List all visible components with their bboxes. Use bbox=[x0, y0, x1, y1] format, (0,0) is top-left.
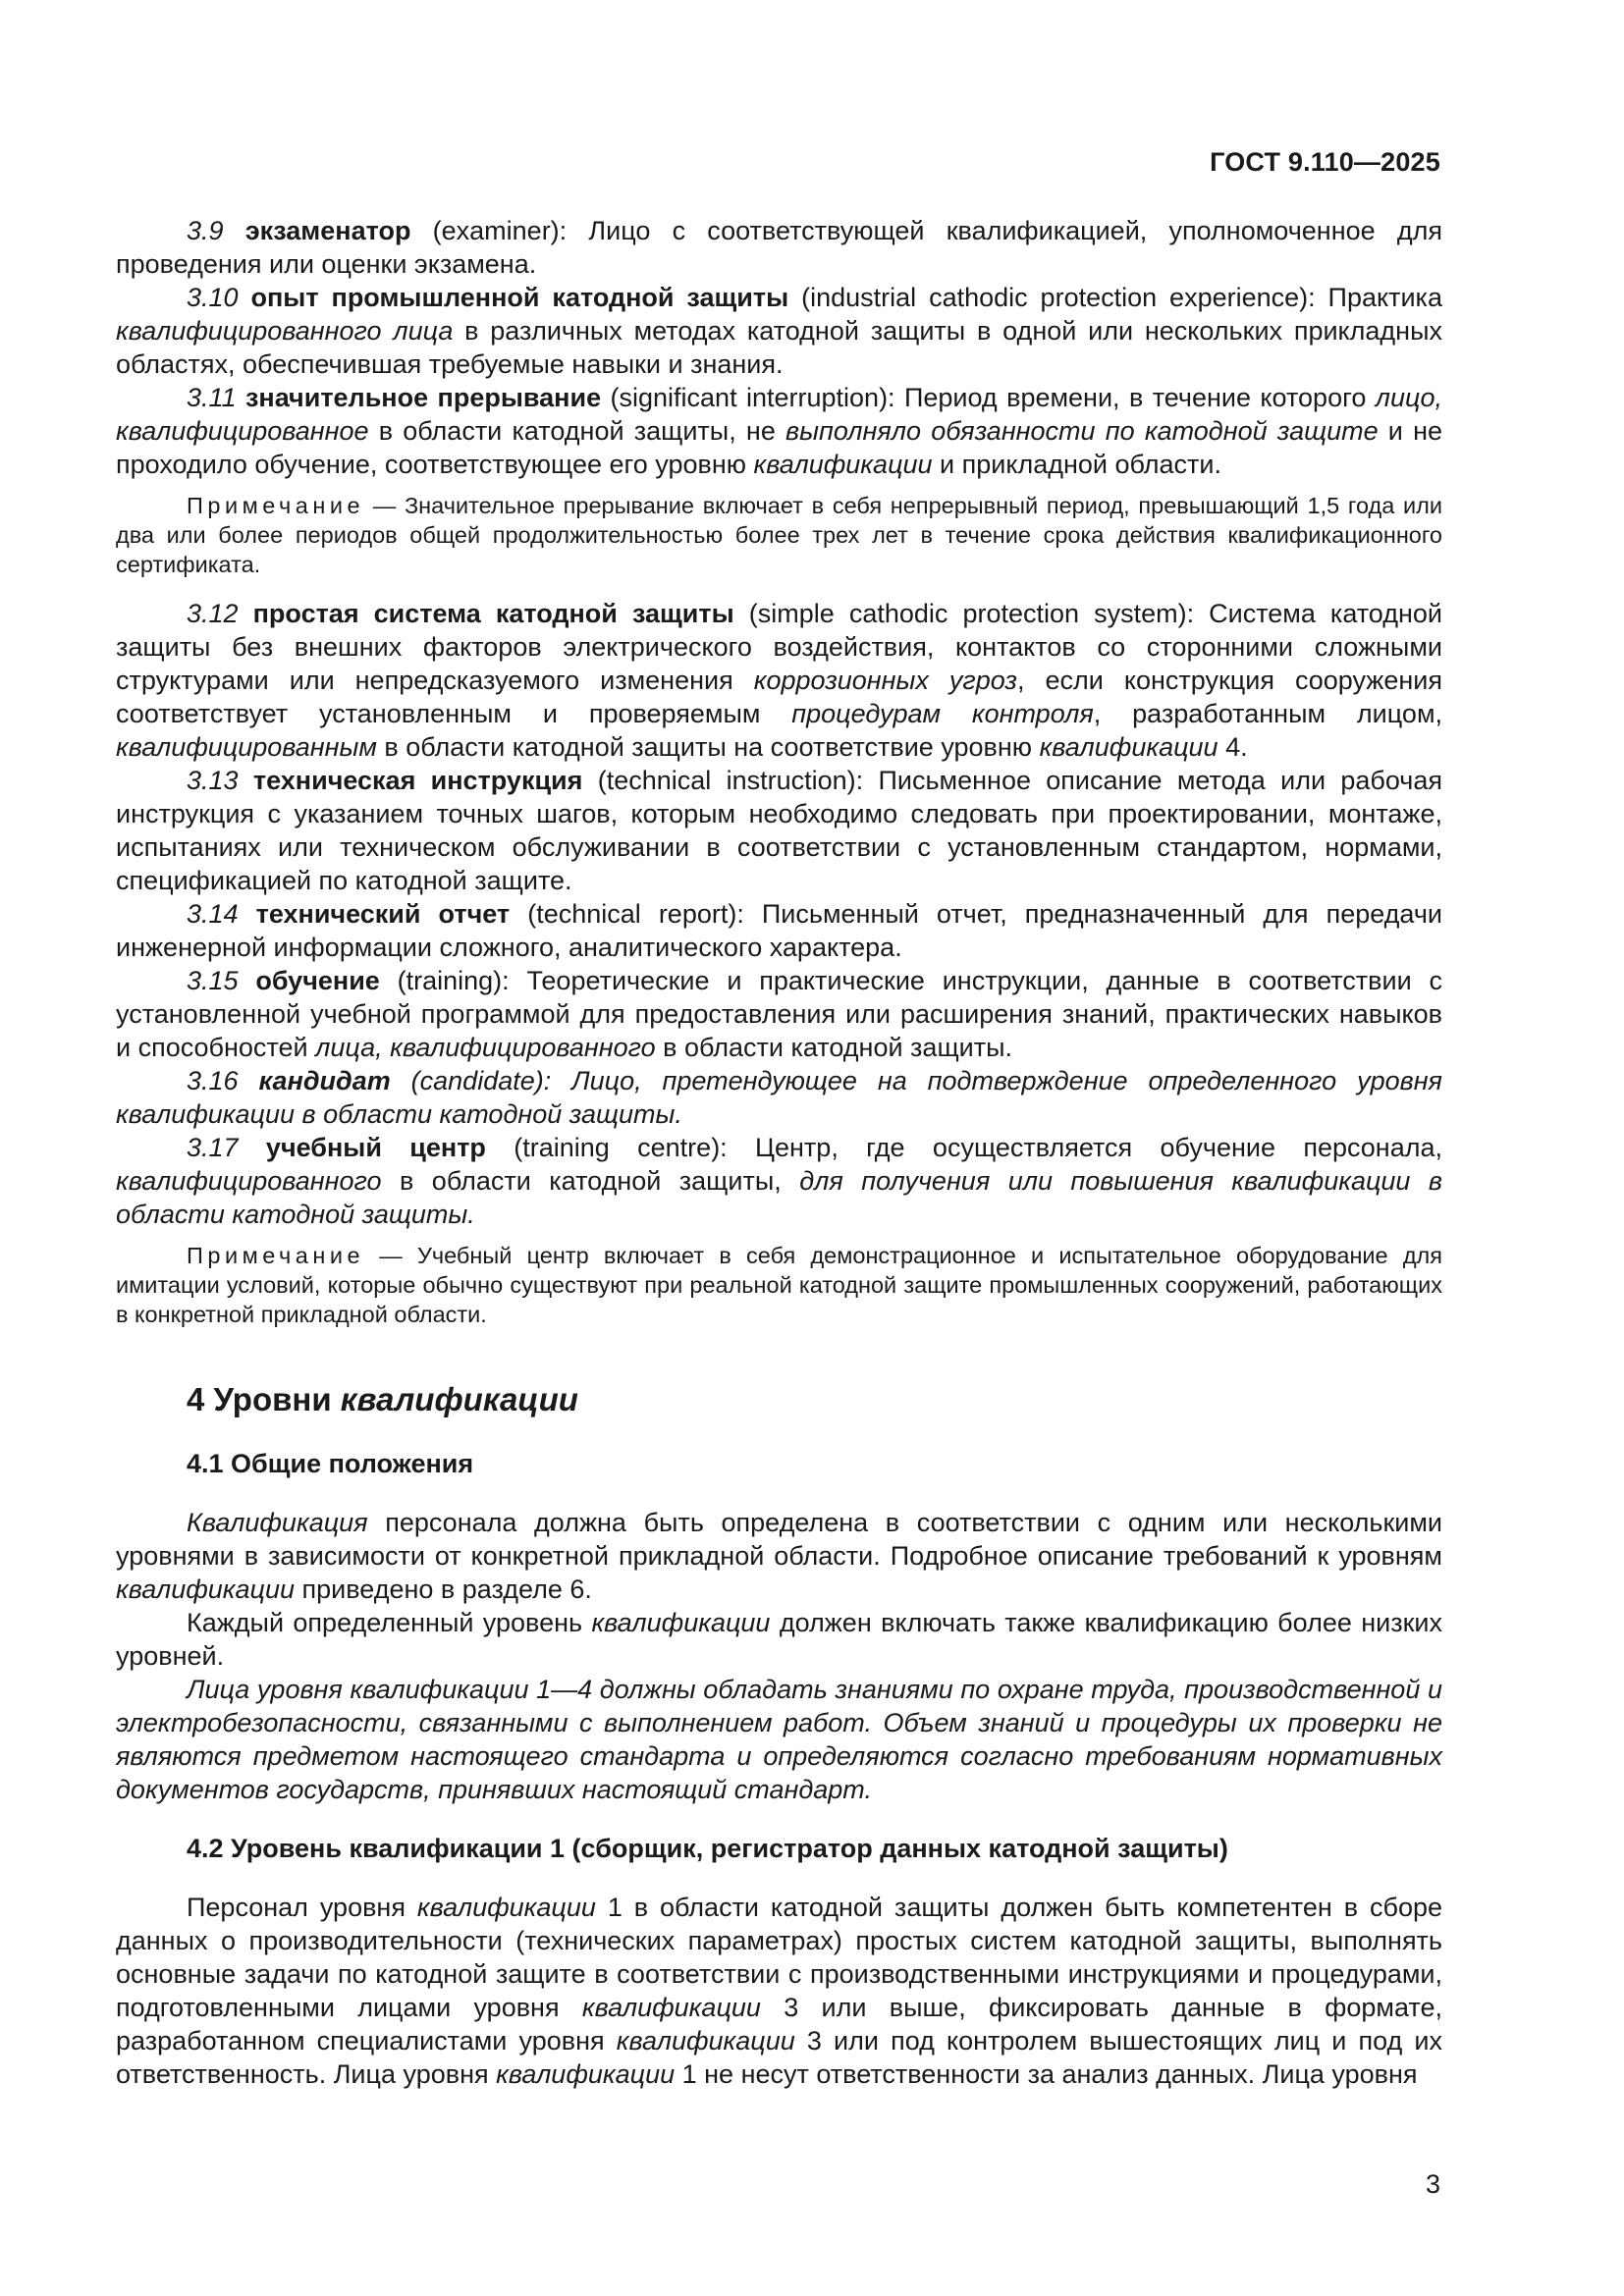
term-entry bbox=[116, 1131, 1442, 1231]
text-segment: (simple cathodic protection system): Система катодной защиты без внешних факторов электрического воздействия, контактов со сторонними сложными структурами или непредсказуемого изменения bbox=[116, 599, 1442, 695]
note-label: Примечание bbox=[187, 493, 365, 518]
term-name: технический отчет bbox=[255, 899, 511, 929]
subsection-4-2-body bbox=[116, 1891, 1442, 2091]
text-segment: в различных методах катодной защиты в одной или нескольких прикладных областях, обеспечившая требуемые навыки и знания. bbox=[116, 316, 1442, 379]
text-segment: Лица уровня квалификации 1—4 должны обладать знаниями по охране труда, производственной и электробезопасности, связанными с выполнением работ. Объем знаний и процедуры их проверки не являются предметом настоящего стандарта и определяются согласно требованиям нормативных документов государств, принявших настоящий стандарт. bbox=[116, 1675, 1442, 1804]
text-segment: 3 или выше, фиксировать данные в формате, разработанном специалистами уровня bbox=[116, 1993, 1442, 2056]
term-number: 3.16 bbox=[187, 1066, 239, 1095]
document-code-header: ГОСТ 9.110—2025 bbox=[1210, 147, 1440, 177]
term-number: 3.9 bbox=[187, 216, 224, 245]
text-segment: процедурам контроля bbox=[791, 699, 1094, 728]
term-entry bbox=[116, 214, 1442, 281]
term-name: значительное прерывание bbox=[244, 383, 602, 412]
term-name: техническая инструкция bbox=[252, 766, 583, 795]
text-segment: выполняло обязанности по катодной защите bbox=[785, 416, 1379, 446]
text-segment: квалификации bbox=[116, 1575, 296, 1604]
terms-list bbox=[116, 214, 1442, 1329]
text-segment: квалификации bbox=[416, 1893, 596, 1922]
subsection-4-1-body bbox=[116, 1506, 1442, 1806]
text-segment: (training centre): Центр, где осуществляется обучение персонала, bbox=[485, 1133, 1442, 1162]
term-number: 3.12 bbox=[187, 599, 239, 628]
term-number: 3.15 bbox=[187, 966, 239, 995]
term-entry bbox=[116, 897, 1442, 964]
term-note bbox=[116, 1241, 1442, 1329]
term-entry bbox=[116, 964, 1442, 1064]
subsection-4-1-heading: 4.1 Общие положения bbox=[187, 1449, 474, 1478]
section-4-heading bbox=[187, 1380, 1442, 1419]
text-segment: квалификации bbox=[753, 450, 933, 479]
text-segment: квалификации bbox=[581, 1993, 761, 2022]
text-segment: коррозионных угроз bbox=[753, 666, 1017, 695]
text-segment: (examiner): Лицо с соответствующей квалификацией, уполномоченное для проведения или оценки экзамена. bbox=[116, 216, 1442, 279]
note-text: — Учебный центр включает в себя демонстрационное и испытательное оборудование для имитации условий, которые обычно существуют при реальной катодной защите промышленных сооружений, работающих в конкретной прикладной области. bbox=[116, 1243, 1442, 1327]
text-segment: 1 не несут ответственности за анализ данных. Лица уровня bbox=[675, 2059, 1418, 2089]
text-segment: квалифицированным bbox=[116, 732, 377, 762]
term-number: 3.14 bbox=[187, 899, 239, 929]
note-label: Примечание bbox=[187, 1243, 365, 1268]
text-segment: Квалификация bbox=[187, 1508, 368, 1537]
text-segment: Персонал уровня bbox=[187, 1893, 417, 1922]
text-segment: для получения или повышения квалификации в области катодной защиты. bbox=[116, 1166, 1442, 1229]
text-segment: 4. bbox=[1218, 732, 1248, 762]
term-number: 3.13 bbox=[187, 766, 239, 795]
text-segment: в области катодной защиты. bbox=[655, 1033, 1013, 1062]
text-segment: лицо, квалифицированное bbox=[116, 383, 1442, 446]
term-entry bbox=[116, 764, 1442, 897]
text-segment: квалифицированного bbox=[116, 1166, 382, 1196]
page-content bbox=[116, 214, 1442, 2091]
text-segment: квалификации bbox=[616, 2026, 795, 2056]
text-segment: должен включать также квалификацию более низких уровней. bbox=[116, 1608, 1442, 1671]
text-segment: и прикладной области. bbox=[932, 450, 1221, 479]
text-segment: 3 или под контролем вышестоящих лиц и под их ответственность. Лица уровня bbox=[116, 2026, 1442, 2089]
text-segment: (industrial cathodic protection experience): Практика bbox=[788, 283, 1442, 312]
term-number: 3.10 bbox=[187, 283, 239, 312]
note-text: — Значительное прерывание включает в себя непрерывный период, превышающий 1,5 года или два или более периодов общей продолжительностью более трех лет в течение срока действия квалификационного сертификата. bbox=[116, 493, 1442, 577]
text-segment: квалификации bbox=[1039, 732, 1218, 762]
text-segment: (technical report): Письменный отчет, предназначенный для передачи инженерной информации сложного, аналитического характера. bbox=[116, 899, 1442, 962]
text-segment: персонала должна быть определена в соответствии с одним или несколькими уровнями в зависимости от конкретной прикладной области. Подробное описание требований к уровням bbox=[116, 1508, 1442, 1571]
text-segment: (candidate): Лицо, претендующее на подтверждение определенного уровня квалификации в области катодной защиты. bbox=[116, 1066, 1442, 1129]
paragraph bbox=[116, 1891, 1442, 2091]
term-name: экзаменатор bbox=[244, 216, 411, 245]
term-name: учебный центр bbox=[265, 1133, 486, 1162]
text-segment: Каждый определенный уровень bbox=[187, 1608, 592, 1637]
paragraph bbox=[116, 1606, 1442, 1673]
term-entry bbox=[116, 281, 1442, 381]
text-segment: , если конструкция сооружения соответствует установленным и проверяемым bbox=[116, 666, 1442, 728]
term-entry bbox=[116, 1064, 1442, 1131]
text-segment: лица, квалифицированного bbox=[315, 1033, 656, 1062]
text-segment: (significant interruption): Период времени, в течение которого bbox=[601, 383, 1376, 412]
text-segment: 1 в области катодной защиты должен быть компетентен в сборе данных о производительности (технических параметрах) простых систем катодной защиты, выполнять основные задачи по катодной защите в соответствии с производственными инструкциями и процедурами, подготовленными лицами уровня bbox=[116, 1893, 1442, 2022]
term-name: обучение bbox=[255, 966, 380, 995]
text-segment: приведено в разделе 6. bbox=[295, 1575, 592, 1604]
term-name: кандидат bbox=[258, 1066, 391, 1095]
term-note bbox=[116, 491, 1442, 579]
term-number: 3.11 bbox=[187, 383, 237, 412]
paragraph bbox=[116, 1506, 1442, 1606]
term-number: 3.17 bbox=[187, 1133, 239, 1162]
term-name: простая система катодной защиты bbox=[252, 599, 734, 628]
term-name: опыт промышленной катодной защиты bbox=[250, 283, 789, 312]
term-entry bbox=[116, 597, 1442, 764]
text-segment: в области катодной защиты на соответствие уровню bbox=[376, 732, 1040, 762]
text-segment: в области катодной защиты, не bbox=[368, 416, 786, 446]
text-segment: квалификации bbox=[591, 1608, 771, 1637]
term-entry bbox=[116, 381, 1442, 481]
text-segment: квалификации bbox=[496, 2059, 676, 2089]
text-segment: , разработанным лицом, bbox=[1093, 699, 1443, 728]
text-segment: (technical instruction): Письменное описание метода или рабочая инструкция с указанием точных шагов, которым необходимо следовать при проектировании, монтаже, испытаниях или техническом обслуживании в соответствии с установленным стандартом, нормами, спецификацией по катодной защите. bbox=[116, 766, 1442, 895]
text-segment: (training): Теоретические и практические инструкции, данные в соответствии с установленной учебной программой для предоставления или расширения знаний, практических навыков и способностей bbox=[116, 966, 1442, 1062]
paragraph bbox=[116, 1673, 1442, 1806]
subsection-4-2-heading: 4.2 Уровень квалификации 1 (сборщик, регистратор данных катодной защиты) bbox=[187, 1834, 1228, 1863]
page-number: 3 bbox=[1425, 2169, 1440, 2199]
section-title-italic: квалификации bbox=[340, 1381, 578, 1417]
text-segment: и не проходило обучение, соответствующее его уровню bbox=[116, 416, 1443, 479]
text-segment: в области катодной защиты, bbox=[381, 1166, 800, 1196]
text-segment: квалифицированного лица bbox=[116, 316, 454, 346]
section-title-text: 4 Уровни bbox=[187, 1381, 341, 1417]
